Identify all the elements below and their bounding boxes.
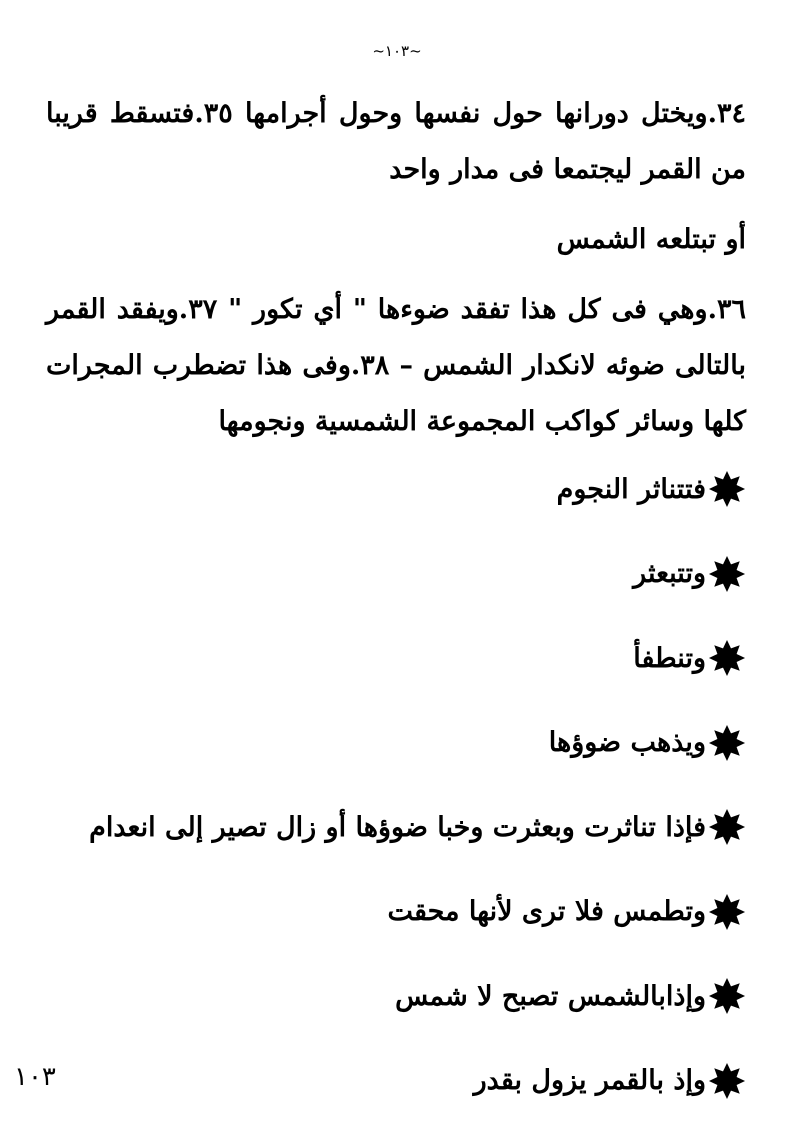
eight-point-star-icon [708,470,746,508]
page-number: ١٠٣ [14,1062,56,1092]
bullet-text: وإذ بالقمر يزول بقدر [473,1065,706,1096]
bullet-list [46,462,746,1138]
list-item [46,462,746,516]
list-item [46,716,746,770]
eight-point-star-icon [708,977,746,1015]
list-item [46,969,746,1023]
eight-point-star-icon [708,1062,746,1100]
bullet-text: فإذا تناثرت وبعثرت وخبا ضوؤها أو زال تصير إلى انعدام [89,811,706,843]
eight-point-star-icon [708,893,746,931]
eight-point-star-icon [708,555,746,593]
body-text [46,86,746,464]
list-item [46,1054,746,1108]
bullet-text: وتنطفأ [633,642,706,674]
bullet-text: فتتناثر النجوم [556,473,706,505]
bullet-text: ويذهب ضوؤها [548,727,706,758]
eight-point-star-icon [708,639,746,677]
page-header: ~١٠٣~ [372,42,422,60]
list-item [46,547,746,601]
bullet-text: وتتبعثر [633,558,706,589]
eight-point-star-icon [708,808,746,846]
paragraph-34-35: ٣٤.ويختل دورانها حول نفسها وحول أجرامها ٣٥.فتسقط قريبا من القمر ليجتمعا فى مدار واحد [46,98,746,185]
list-item [46,885,746,939]
paragraph-swallowed-by-sun: أو تبتلعه الشمس [556,224,746,255]
bullet-text: وإذابالشمس تصبح لا شمس [395,980,706,1012]
list-item [46,800,746,854]
bullet-text: وتطمس فلا ترى لأنها محقت [387,896,706,927]
eight-point-star-icon [708,724,746,762]
paragraph-36-38: ٣٦.وهي فى كل هذا تفقد ضوءها " أي تكور " ٣٧.ويفقد القمر بالتالى ضوئه لانكدار الشمس – ٣٨.وفى هذا تضطرب المجرات كلها وسائر كواكب المجموعة الشمسية ونجومها [46,294,747,437]
list-item [46,631,746,685]
